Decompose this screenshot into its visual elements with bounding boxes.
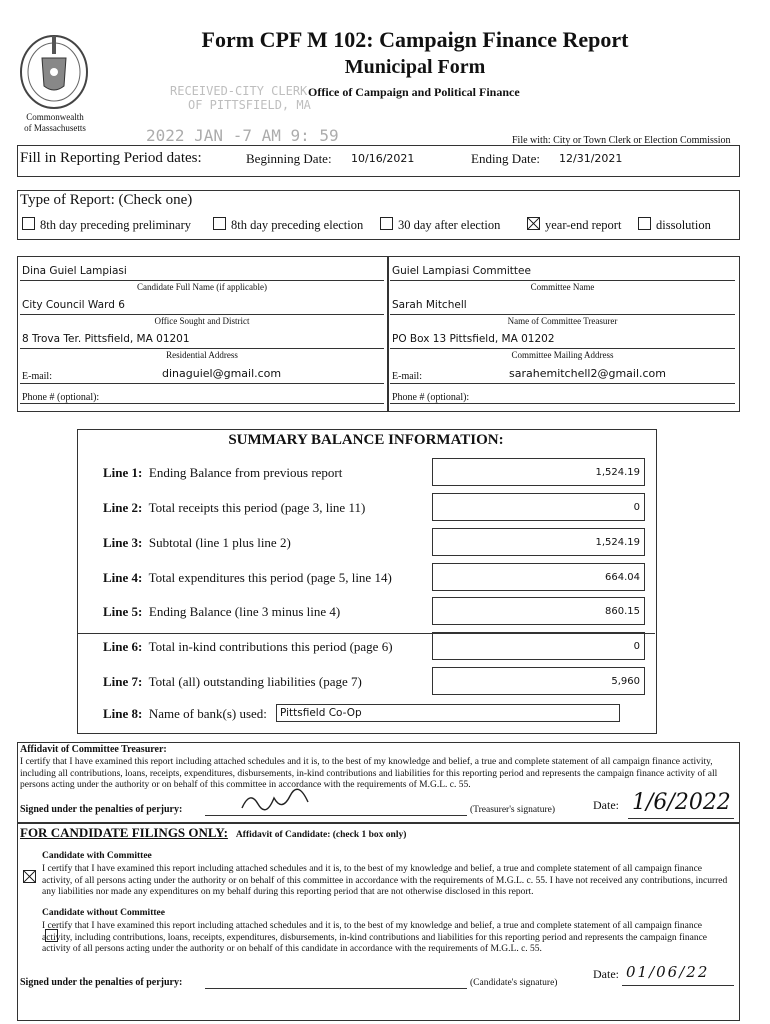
candidate-email-label: E-mail:	[22, 371, 52, 382]
candidate-name-caption: Candidate Full Name (if applicable)	[137, 282, 267, 292]
line-6-value[interactable]: 0	[432, 632, 645, 660]
report-type-option[interactable]	[638, 218, 711, 232]
report-type-label: Type of Report: (Check one)	[20, 192, 193, 208]
stamp-date: 2022 JAN -7 AM 9: 59	[146, 126, 339, 145]
committee-name-caption: Committee Name	[530, 282, 595, 292]
candidate-signature-line[interactable]	[205, 988, 467, 989]
committee-email-field[interactable]: sarahemitchell2@gmail.com	[509, 367, 666, 380]
candidate-date-label: Date:	[593, 967, 619, 981]
report-type-option[interactable]	[22, 218, 191, 232]
file-with-note: File with: City or Town Clerk or Election Commission	[512, 135, 731, 146]
checkbox-dissolution[interactable]	[638, 217, 651, 230]
candidate-sig-caption: (Candidate's signature)	[470, 978, 558, 988]
bank-name-field[interactable]: Pittsfield Co-Op	[276, 704, 620, 722]
checkbox-8th-election[interactable]	[213, 217, 226, 230]
with-committee-text: I certify that I have examined this report including attached schedules and it is, to the best of my knowledge and belief, a true and complete statement of all campaign finance activity, of all persons acting under the authority or on behalf of this committee in accordance with the requirements of M.G.L. c. 55. I have not received any contributions, incurred any liabilities nor made any expenditures on my behalf during this reporting period that are not otherwise disclosed in this report.	[42, 864, 728, 897]
candidate-email-field[interactable]: dinaguiel@gmail.com	[162, 367, 282, 380]
line-number: Line 6:	[103, 639, 143, 654]
line-text: Total in-kind contributions this period (page 6)	[148, 639, 393, 654]
summary-title: SUMMARY BALANCE INFORMATION:	[228, 432, 504, 448]
line-text: Total receipts this period (page 3, line 11)	[148, 500, 366, 515]
stamp-line: RECEIVED-CITY CLERK	[170, 84, 308, 98]
line-number: Line 4:	[103, 570, 143, 585]
summary-line-3	[103, 535, 291, 551]
end-date-label: Ending Date:	[471, 151, 540, 166]
line-number: Line 8:	[103, 706, 143, 721]
stamp-line: OF PITTSFIELD, MA	[188, 98, 311, 112]
end-date-field[interactable]: 12/31/2021	[559, 152, 623, 165]
report-type-option[interactable]	[527, 218, 621, 232]
received-stamp	[170, 84, 311, 112]
checkbox-8th-preliminary[interactable]	[22, 217, 35, 230]
treasurer-name-caption: Name of Committee Treasurer	[507, 316, 618, 326]
line-text: Subtotal (line 1 plus line 2)	[148, 535, 291, 550]
candidate-filings-subheading: Affidavit of Candidate: (check 1 box only)	[235, 830, 407, 840]
candidate-signed-label: Signed under the penalties of perjury:	[20, 977, 183, 988]
line-number: Line 1:	[103, 465, 143, 480]
committee-address-caption: Committee Mailing Address	[511, 350, 614, 360]
candidate-phone-label: Phone # (optional):	[22, 392, 100, 403]
period-label: Fill in Reporting Period dates:	[20, 150, 202, 166]
line-text: Ending Balance from previous report	[148, 465, 343, 480]
summary-line-4	[103, 570, 392, 586]
report-type-option[interactable]	[213, 218, 363, 232]
line-text: Total expenditures this period (page 5, line 14)	[148, 570, 392, 585]
committee-phone-label: Phone # (optional):	[392, 392, 470, 403]
option-label: 8th day preceding preliminary	[40, 218, 191, 232]
line-text: Total (all) outstanding liabilities (page 7)	[148, 674, 362, 689]
candidate-filings-heading: FOR CANDIDATE FILINGS ONLY:	[20, 825, 228, 840]
treasurer-name-field[interactable]: Sarah Mitchell	[392, 299, 467, 311]
summary-line-6	[103, 639, 393, 655]
without-committee-heading: Candidate without Committee	[42, 908, 165, 918]
committee-email-label: E-mail:	[392, 371, 422, 382]
checkbox-30-day[interactable]	[380, 217, 393, 230]
form-subtitle: Municipal Form	[344, 56, 486, 78]
option-label: 8th day preceding election	[231, 218, 364, 232]
summary-line-8	[103, 706, 267, 722]
line-number: Line 2:	[103, 500, 143, 515]
summary-line-1	[103, 465, 342, 481]
option-label: year-end report	[545, 218, 622, 232]
summary-line-5	[103, 604, 340, 620]
office-name: Office of Campaign and Political Finance	[308, 85, 520, 99]
state-seal-icon	[18, 28, 90, 110]
treasurer-affidavit-heading: Affidavit of Committee Treasurer:	[20, 744, 167, 755]
treasurer-date-field[interactable]: 1/6/2022	[632, 790, 731, 815]
treasurer-signed-label: Signed under the penalties of perjury:	[20, 804, 183, 815]
treasurer-sig-caption: (Treasurer's signature)	[470, 805, 555, 815]
committee-address-field[interactable]: PO Box 13 Pittsfield, MA 01202	[392, 333, 555, 345]
committee-name-field[interactable]: Guiel Lampiasi Committee	[392, 265, 531, 277]
office-sought-field[interactable]: City Council Ward 6	[22, 299, 125, 311]
summary-line-2	[103, 500, 365, 516]
option-label: dissolution	[656, 218, 711, 232]
report-type-option[interactable]	[380, 218, 500, 232]
treasurer-affidavit-text: I certify that I have examined this report including attached schedules and it is, to the best of my knowledge and belief, a true and complete statement of all campaign finance activity, including all contributions, loans, receipts, expenditures, disbursements, in-kind contributions and liabilities for this reporting period and represents the campaign finance activity of all persons acting under the authority or on behalf of this committee in accordance with the requirements of M.G.L. c. 55.	[20, 757, 718, 790]
treasurer-date-label: Date:	[593, 798, 619, 812]
candidate-name-field[interactable]: Dina Guiel Lampiasi	[22, 265, 127, 277]
office-sought-caption: Office Sought and District	[154, 316, 250, 326]
seal-caption: of Massachusetts	[24, 123, 86, 133]
line-7-value[interactable]: 5,960	[432, 667, 645, 695]
seal-caption: Commonwealth	[26, 112, 84, 122]
checkbox-year-end[interactable]	[527, 217, 540, 230]
begin-date-label: Beginning Date:	[246, 151, 332, 166]
checkbox-with-committee[interactable]	[23, 870, 36, 883]
line-text: Name of bank(s) used:	[148, 706, 267, 721]
line-text: Ending Balance (line 3 minus line 4)	[148, 604, 341, 619]
line-2-value[interactable]: 0	[432, 493, 645, 521]
without-committee-text: I certify that I have examined this report including attached schedules and it is, to the best of my knowledge and belief, a true and complete statement of all campaign finance activity, including contributions, loans, receipts, expenditures, disbursements, in-kind contributions and liabilities for this reporting period and represents the campaign finance activity of all persons acting under the authority or on behalf of this candidate in accordance with the requirements of M.G.L. c. 55.	[42, 921, 708, 954]
line-number: Line 7:	[103, 674, 143, 689]
line-5-value[interactable]: 860.15	[432, 597, 645, 625]
option-label: 30 day after election	[398, 218, 501, 232]
form-title: Form CPF M 102: Campaign Finance Report	[201, 27, 629, 52]
with-committee-heading: Candidate with Committee	[42, 851, 152, 861]
residential-address-caption: Residential Address	[166, 350, 238, 360]
line-number: Line 5:	[103, 604, 143, 619]
line-number: Line 3:	[103, 535, 143, 550]
candidate-date-field[interactable]: 01/06/22	[626, 963, 710, 981]
residential-address-field[interactable]: 8 Trova Ter. Pittsfield, MA 01201	[22, 333, 190, 345]
summary-line-7	[103, 674, 362, 690]
line-4-value[interactable]: 664.04	[432, 563, 645, 591]
line-3-value[interactable]: 1,524.19	[432, 528, 645, 556]
line-1-value[interactable]: 1,524.19	[432, 458, 645, 486]
begin-date-field[interactable]: 10/16/2021	[351, 152, 415, 165]
